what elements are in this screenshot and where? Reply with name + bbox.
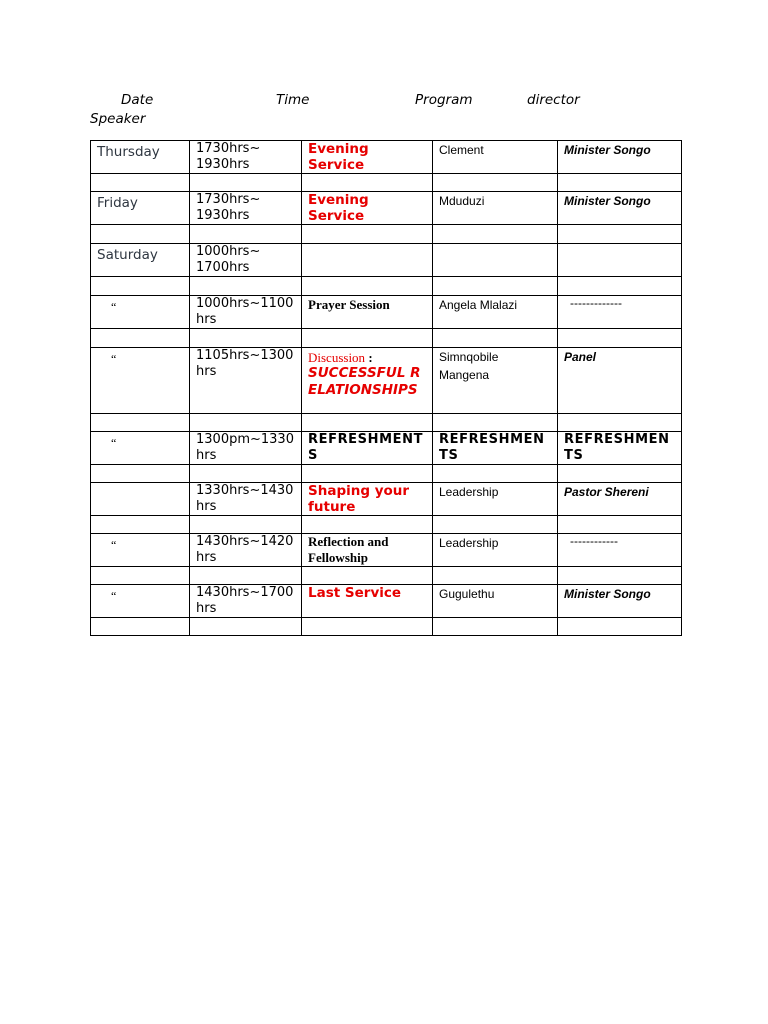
ditto-mark: “ — [111, 538, 117, 552]
program-cell: Prayer Session — [308, 297, 390, 312]
speaker-cell: Minister Songo — [564, 143, 651, 157]
spacer-row — [91, 414, 682, 432]
time-cell: 1430hrs~1700hrs — [196, 585, 294, 616]
program-cell: Reflection and Fellowship — [308, 534, 389, 565]
program-cell: Last Service — [308, 585, 402, 601]
time-cell: 1000hrs~1100hrs — [196, 296, 294, 327]
spacer-row — [91, 618, 682, 636]
program-cell: Evening Service — [308, 192, 369, 224]
header-time: Time — [276, 92, 310, 108]
speaker-cell: Minister Songo — [564, 194, 651, 208]
director-cell: REFRESHMENTS — [439, 432, 545, 463]
time-cell: 1105hrs~1300hrs — [196, 348, 294, 379]
table-row — [91, 296, 682, 329]
director-cell: Gugulethu — [439, 587, 495, 601]
table-row — [91, 348, 682, 414]
date-cell: Friday — [97, 195, 138, 211]
ditto-mark: “ — [111, 436, 117, 450]
time-cell: 1730hrs~ 1930hrs — [196, 141, 261, 172]
speaker-cell: Panel — [564, 350, 597, 364]
spacer-row — [91, 225, 682, 244]
spacer-row — [91, 567, 682, 585]
header-speaker: Speaker — [90, 111, 146, 127]
speaker-cell: REFRESHMENTS — [564, 432, 670, 463]
program-cell: Shaping your future — [308, 483, 410, 515]
speaker-cell: ------------ — [570, 534, 618, 548]
director-cell: Leadership — [439, 485, 499, 499]
table-row — [91, 432, 682, 465]
director-cell: Simnqobile Mangena — [439, 350, 499, 382]
ditto-mark: “ — [111, 352, 117, 366]
spacer-row — [91, 465, 682, 483]
header-program: Program — [415, 92, 473, 108]
spacer-row — [91, 174, 682, 192]
table-row — [91, 483, 682, 516]
date-cell: Saturday — [97, 247, 158, 263]
speaker-cell: ------------- — [570, 296, 622, 310]
director-cell: Mduduzi — [439, 194, 485, 208]
ditto-mark: “ — [111, 589, 117, 603]
spacer-row — [91, 329, 682, 348]
time-cell: 1430hrs~1420hrs — [196, 534, 294, 565]
table-row — [91, 141, 682, 174]
header-director: director — [527, 92, 580, 108]
discussion-label: Discussion — [308, 350, 366, 365]
director-cell: Clement — [439, 143, 484, 157]
spacer-row — [91, 277, 682, 296]
header-date: Date — [121, 92, 154, 108]
speaker-cell: Pastor Shereni — [564, 485, 649, 499]
time-cell: 1330hrs~1430hrs — [196, 483, 294, 514]
table-row — [91, 244, 682, 277]
table-row — [91, 585, 682, 618]
ditto-mark: “ — [111, 300, 117, 314]
director-cell: Angela Mlalazi — [439, 298, 518, 312]
spacer-row — [91, 516, 682, 534]
discussion-colon: : — [365, 350, 373, 365]
speaker-cell: Minister Songo — [564, 587, 651, 601]
table-row — [91, 534, 682, 567]
director-cell: Leadership — [439, 536, 499, 550]
schedule-table — [90, 140, 682, 636]
date-cell: Thursday — [97, 144, 160, 160]
program-cell: REFRESHMENTS — [308, 432, 424, 463]
program-cell: SUCCESSFUL RELATIONSHIPS — [308, 365, 421, 398]
program-cell: Evening Service — [308, 141, 369, 173]
table-row — [91, 192, 682, 225]
time-cell: 1300pm~1330hrs — [196, 432, 294, 463]
time-cell: 1730hrs~ 1930hrs — [196, 192, 261, 223]
time-cell: 1000hrs~ 1700hrs — [196, 244, 261, 275]
